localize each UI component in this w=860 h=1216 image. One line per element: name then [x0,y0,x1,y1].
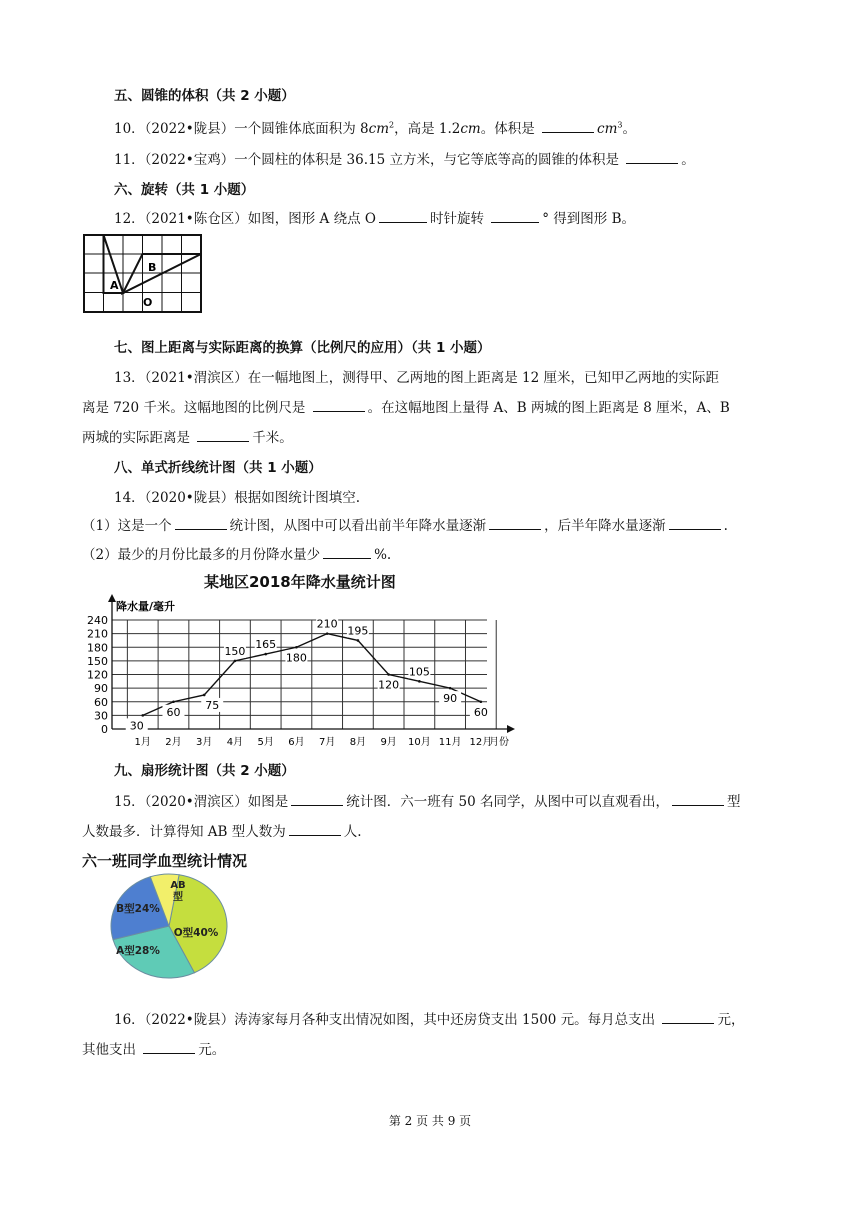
x-tick-label: 7月 [318,737,336,748]
question-14-part1 [82,514,728,534]
q13-scale-blank[interactable] [313,399,365,412]
data-label: 105 [408,665,430,679]
data-label: 90 [443,692,458,706]
q10-sup: 2 [389,120,395,130]
x-tick-label: 1月 [134,737,151,748]
question-16-line1 [114,1008,744,1028]
x-tick-label: 4月 [226,737,244,748]
q12-text-c: ° 得到图形 B。 [542,211,636,227]
y-tick-label: 30 [94,709,108,723]
data-point [141,714,144,717]
q16-text-c: 其他支出 [82,1042,136,1058]
x-tick-label: 12月 [469,737,493,748]
x-tick-label: 9月 [380,737,397,748]
q12-direction-blank[interactable] [379,210,427,223]
question-15-line1 [114,790,741,810]
line-chart-title: 某地区2018年降水量统计图 [204,573,396,591]
data-label: 60 [166,705,181,719]
q14-text-c: ，后半年降水量逐渐 [544,518,666,534]
q10-text-c: 。体积是 [480,121,535,137]
page-footer: 第 2 页 共 9 页 [388,1114,472,1128]
y-tick-label: 0 [101,723,108,736]
data-label: 30 [129,719,144,733]
pie-label: A型28% [116,945,160,957]
q13-text: 离是 720 千米。这幅地图的比例尺是 [82,400,306,416]
x-tick-label: 10月 [408,737,431,748]
x-tick-label: 5月 [257,737,274,748]
data-point [326,632,329,635]
q15-text-e: 人. [343,824,362,840]
q14-text-e: （2）最少的月份比最多的月份降水量少 [82,547,321,563]
data-point [449,687,452,690]
pie-label: B型24% [116,903,160,915]
figure-label-o: O [143,296,153,309]
y-tick-label: 120 [87,668,108,682]
x-axis-arrow [507,725,515,733]
y-tick-label: 90 [94,682,108,696]
y-axis-arrow [108,594,116,602]
q12-text-b: 时针旋转 [429,211,484,227]
q14-trend1-blank[interactable] [489,517,541,530]
data-point [264,653,267,656]
x-tick-label: 2月 [165,737,182,748]
q16-text: 16．（2022•陇县）涛涛家每月各种支出情况如图，其中还房贷支出 1500 元。每月总支出 [114,1012,656,1028]
question-13-line2 [82,396,730,416]
q15-text-b: 统计图．六一班有 50 名同学，从图中可以直观看出， [346,794,670,810]
y-tick-label: 150 [87,654,108,668]
q15-text-c: 型 [727,794,741,810]
q10-unit2: cm [460,121,481,137]
q10-answer-blank[interactable] [542,120,594,133]
data-label: 75 [205,698,220,712]
q11-answer-blank[interactable] [626,151,678,164]
question-11 [114,148,695,168]
pie-label: AB [170,880,186,891]
q16-total-blank[interactable] [662,1011,714,1024]
q12-angle-blank[interactable] [491,210,539,223]
question-15-line2 [82,820,362,840]
pie-chart-title: 六一班同学血型统计情况 [82,852,248,870]
y-tick-label: 180 [87,641,108,655]
q10-text-d: 。 [622,121,637,137]
data-label: 150 [224,644,246,658]
figure-label-a: A [110,279,119,292]
pie-label: 型 [173,892,183,903]
x-tick-label: 8月 [349,737,367,748]
q15-text-d: 人数最多．计算得知 AB 型人数为 [82,824,286,840]
q16-text-b: 元， [717,1012,745,1028]
q14-type-blank[interactable] [175,517,227,530]
q16-text-d: 元。 [198,1042,226,1058]
rotation-grid-figure [82,233,204,315]
q15-text: 15．（2020•渭滨区）如图是 [114,794,289,810]
q13-text-b: 。在这幅地图上量得 A、B 两城的图上距离是 8 厘米，A、B [367,400,730,416]
q14-text-f: %. [374,547,392,563]
question-12 [114,207,635,227]
x-tick-label: 3月 [196,737,213,748]
q15-blood-type-blank[interactable] [672,793,724,806]
data-label: 120 [378,678,400,692]
data-point [234,660,237,663]
y-tick-label: 210 [87,627,108,641]
rainfall-line-chart [82,594,522,748]
q11-text: 11．（2022•宝鸡）一个圆柱的体积是 36.15 立方米，与它等底等高的圆锥的体积是 [114,152,619,168]
data-point [480,700,483,703]
figure-label-b: B [148,261,157,274]
q10-unit3: cm [597,121,618,137]
q14-percent-blank[interactable] [323,546,371,559]
blood-type-pie-chart [108,870,230,982]
q13-text-c: 两城的实际距离是 [82,430,190,446]
data-label: 165 [255,638,277,652]
data-point [172,700,175,703]
q12-text: 12．（2021•陈仓区）如图，图形 A 绕点 O [114,211,376,227]
question-14-part2 [82,543,391,563]
question-14-line1: 14．（2020•陇县）根据如图统计图填空. [114,490,361,506]
section-heading-6: 六、旋转（共 1 小题） [114,182,255,198]
q10-unit: cm [368,121,390,137]
q14-trend2-blank[interactable] [669,517,721,530]
x-axis-label: 月份 [489,737,509,748]
x-tick-label: 6月 [288,737,305,748]
y-tick-label: 60 [94,695,108,709]
data-label: 60 [473,705,488,719]
section-heading-9: 九、扇形统计图（共 2 小题） [114,763,295,779]
q14-text-d: . [723,518,728,534]
data-label: 195 [347,624,369,638]
data-label: 180 [285,651,307,665]
data-point [295,646,298,649]
q14-text: （1）这是一个 [82,518,172,534]
q15-type-blank[interactable] [291,793,343,806]
q16-other-blank[interactable] [143,1041,195,1054]
question-13-line3 [82,426,293,446]
y-tick-label: 240 [87,614,108,627]
y-axis-label: 降水量/毫升 [116,600,176,613]
q15-ab-count-blank[interactable] [289,823,341,836]
q13-text-d: 千米。 [252,430,293,446]
section-heading-8: 八、单式折线统计图（共 1 小题） [114,460,322,476]
question-10 [114,117,636,137]
q10-text: 10．（2022•陇县）一个圆锥体底面积为 8 [114,121,369,137]
question-13-line1: 13．（2021•渭滨区）在一幅地图上，测得甲、乙两地的图上距离是 12 厘米，已知甲乙两地的实际距 [114,370,720,386]
section-heading-5: 五、圆锥的体积（共 2 小题） [114,88,295,104]
data-point [357,639,360,642]
question-16-line2 [82,1038,225,1058]
x-tick-label: 11月 [438,737,462,748]
q14-text-b: 统计图，从图中可以看出前半年降水量逐渐 [229,518,487,534]
q13-distance-blank[interactable] [197,429,249,442]
q10-sup3: 3 [617,120,623,130]
data-point [203,694,206,697]
q10-text-b: ，高是 1.2 [394,121,461,137]
data-point [418,680,421,683]
data-label: 210 [316,617,338,631]
section-heading-7: 七、图上距离与实际距离的换算（比例尺的应用）（共 1 小题） [114,340,491,356]
pie-label: O型40% [173,927,219,939]
data-point [387,673,390,676]
q11-text-b: 。 [681,152,695,168]
